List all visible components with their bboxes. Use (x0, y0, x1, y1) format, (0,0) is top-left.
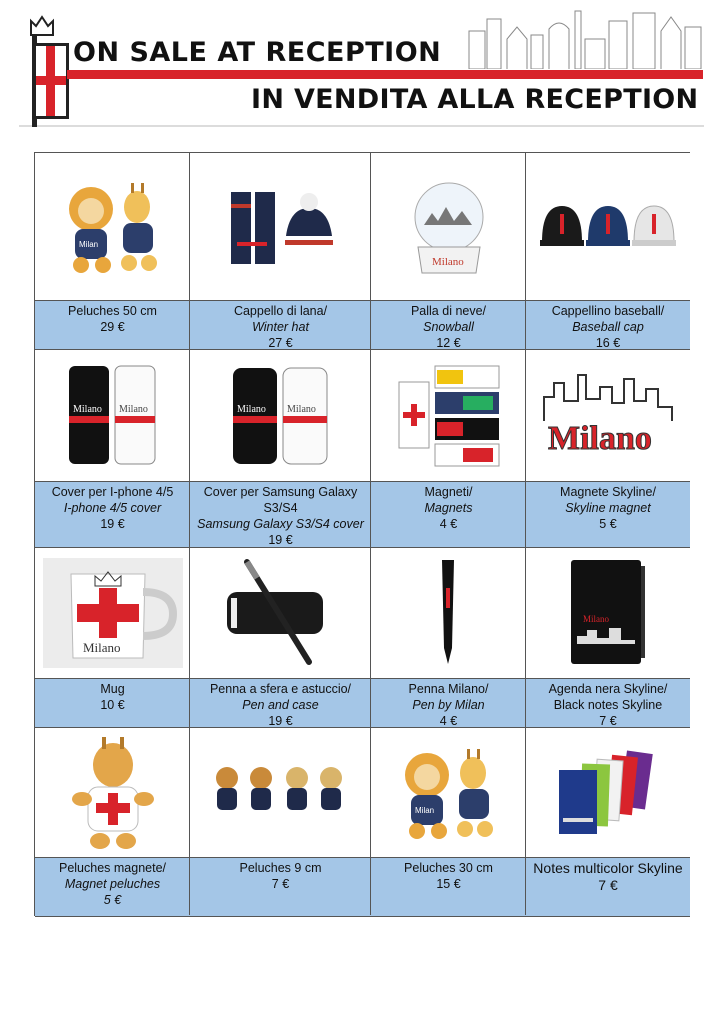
product-caption (526, 482, 690, 548)
svg-text:Milano: Milano (72, 403, 102, 415)
product-name-en: Baseball cap (572, 320, 644, 334)
samsung-cover-icon (190, 350, 371, 481)
product-name-en: Skyline magnet (565, 501, 651, 515)
skyline-magnet-icon (526, 350, 690, 481)
svg-text:Milano: Milano (583, 614, 609, 624)
svg-text:Milano: Milano (286, 403, 316, 415)
small-plush-icon (190, 728, 371, 857)
product-name-en: Snowball (423, 320, 474, 334)
product-name-en: Magnet peluches (64, 877, 161, 891)
product-caption (526, 679, 690, 728)
svg-text:Milano: Milano (82, 640, 121, 655)
lion-giraffe-plush-icon (371, 728, 526, 857)
title-italian: IN VENDITA ALLA RECEPTION (251, 84, 699, 115)
product-price: 7 € (598, 877, 618, 893)
product-price: 19 € (268, 714, 293, 728)
product-caption (371, 858, 526, 917)
product-image-cell (190, 153, 371, 301)
product-image-cell (35, 728, 190, 858)
product-price: 16 € (595, 336, 621, 350)
product-caption (371, 301, 526, 350)
product-name-en: Pen and case (242, 698, 319, 712)
product-caption (526, 301, 690, 350)
snowball-icon (371, 153, 526, 300)
product-caption (371, 679, 526, 728)
product-price: 15 € (436, 877, 461, 891)
product-line: Peluches 50 cm (68, 304, 157, 318)
product-line: Cover per Samsung Galaxy (203, 485, 358, 499)
product-caption (35, 858, 190, 917)
product-image-cell (526, 153, 690, 301)
product-line: Cappellino baseball/ (551, 304, 665, 318)
product-price: 4 € (439, 714, 458, 728)
product-line: Cover per I-phone 4/5 (51, 485, 174, 499)
product-price: 5 € (599, 517, 617, 531)
product-line: Black notes Skyline (553, 698, 663, 712)
header-banner (19, 9, 704, 127)
product-image-cell (371, 728, 526, 858)
product-caption (190, 858, 371, 917)
iphone-cover-icon (35, 350, 190, 481)
title-english: ON SALE AT RECEPTION (73, 37, 442, 68)
product-price: 5 € (103, 893, 122, 907)
column-divider (525, 153, 526, 915)
multicolor-notebooks-icon (526, 728, 690, 857)
svg-text:Milano: Milano (118, 403, 148, 415)
product-line: Agenda nera Skyline/ (548, 682, 668, 696)
product-name-en: Samsung Galaxy S3/S4 cover (197, 517, 364, 531)
product-image-cell (190, 548, 371, 679)
product-price: 19 € (268, 533, 293, 547)
product-caption (190, 679, 371, 728)
product-caption (35, 482, 190, 548)
product-image-cell (371, 153, 526, 301)
product-price: 7 € (599, 714, 617, 728)
product-price: 7 € (271, 877, 290, 891)
product-name-en: I-phone 4/5 cover (63, 501, 162, 515)
milan-flag-icon (36, 43, 69, 119)
product-caption (371, 482, 526, 548)
red-band (67, 70, 703, 79)
baseball-caps-icon (526, 153, 690, 300)
product-image-cell (371, 548, 526, 679)
magnets-icon (371, 350, 526, 481)
product-price: 19 € (100, 517, 125, 531)
product-caption (35, 301, 190, 350)
product-image-cell (371, 350, 526, 482)
product-price: 10 € (100, 698, 125, 712)
product-caption (526, 858, 690, 917)
product-image-cell (526, 728, 690, 858)
product-line: Magnete Skyline/ (560, 485, 656, 499)
product-name-en: Magnets (424, 501, 473, 515)
product-name-en: Winter hat (252, 320, 309, 334)
product-caption (190, 482, 371, 548)
svg-text:Milano: Milano (548, 419, 652, 457)
product-name-en: Pen by Milan (412, 698, 485, 712)
product-price: 29 € (100, 320, 125, 334)
column-divider (370, 153, 371, 915)
product-line: Peluches magnete/ (58, 861, 166, 875)
crown-icon (29, 15, 55, 37)
product-price: 27 € (268, 336, 293, 350)
product-caption (190, 301, 371, 350)
product-line: Peluches 30 cm (404, 861, 493, 875)
pen-icon (371, 548, 526, 678)
giraffe-magnet-plush-icon (35, 728, 190, 857)
product-line: Penna a sfera e astuccio/ (209, 682, 352, 696)
wool-hat-scarf-icon (190, 153, 371, 300)
black-notebook-icon (526, 548, 690, 678)
product-image-cell (190, 350, 371, 482)
product-line: Palla di neve/ (410, 304, 487, 318)
column-divider (189, 153, 190, 915)
svg-text:Milan: Milan (414, 805, 434, 815)
product-line: Peluches 9 cm (239, 861, 322, 875)
product-caption (35, 679, 190, 728)
product-image-cell (35, 153, 190, 301)
product-image-cell (190, 728, 371, 858)
product-line: Mug (100, 682, 125, 696)
product-image-cell (526, 548, 690, 679)
product-image-cell (35, 548, 190, 679)
product-image-cell (526, 350, 690, 482)
product-line: Magneti/ (424, 485, 473, 499)
city-skyline-icon (467, 9, 703, 69)
product-line: Cappello di lana/ (233, 304, 328, 318)
svg-text:Milano: Milano (236, 403, 266, 415)
pen-case-icon (190, 548, 371, 678)
mug-icon (35, 548, 190, 678)
product-line: S3/S4 (263, 501, 298, 515)
product-line: Notes multicolor Skyline (533, 860, 683, 876)
product-image-cell (35, 350, 190, 482)
product-grid (34, 152, 690, 916)
product-price: 12 € (436, 336, 461, 350)
product-line: Penna Milano/ (408, 682, 489, 696)
product-price: 4 € (439, 517, 458, 531)
svg-text:Milano: Milano (431, 255, 464, 268)
lion-giraffe-plush-icon (35, 153, 190, 300)
svg-text:Milan: Milan (78, 239, 98, 249)
